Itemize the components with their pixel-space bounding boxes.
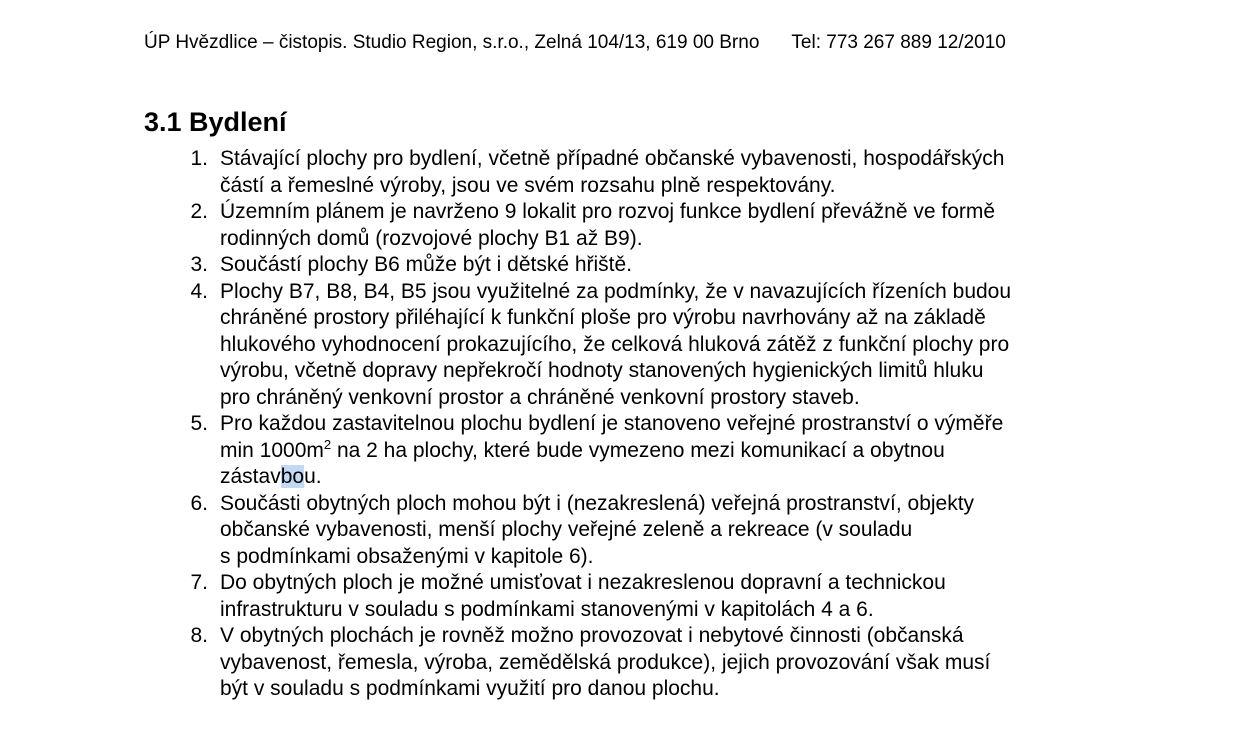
list-item-line: výrobu, včetně dopravy nepřekročí hodnoty stanovených hygienických limitů hluku: [220, 359, 984, 382]
list-item-line: Stávající plochy pro bydlení, včetně případné občanské vybavenosti, hospodářských: [220, 147, 1005, 170]
list-item-line: být v souladu s podmínkami využití pro danou plochu.: [220, 677, 720, 700]
page-header: [144, 31, 1006, 55]
list-item-number: 4.: [190, 279, 208, 303]
section-heading: 3.1 Bydlení: [144, 107, 287, 137]
list-item-line: pro chráněný venkovní prostor a chráněné venkovní prostory staveb.: [220, 385, 860, 409]
list-item-line: Součástí plochy B6 může být i dětské hřiště.: [220, 253, 633, 276]
header-right-text: Tel: 773 267 889 12/2010: [791, 32, 1006, 53]
list-item-line: infrastrukturu v souladu s podmínkami stanovenými v kapitolách 4 a 6.: [220, 597, 874, 621]
list-item: [180, 199, 1100, 252]
list-item: [180, 411, 1100, 491]
numbered-list: [180, 146, 1100, 703]
list-item-number: 5.: [190, 412, 208, 435]
superscript: 2: [323, 436, 332, 452]
list-item-line: částí a řemeslné výroby, jsou ve svém rozsahu plně respektovány.: [220, 173, 836, 197]
list-item-line: rodinných domů (rozvojové plochy B1 až B9).: [220, 226, 643, 250]
text-selection-highlight[interactable]: bo: [280, 465, 305, 488]
list-item-line: [220, 438, 1100, 465]
list-item: [180, 623, 1100, 703]
list-item-line: vybavenost, řemesla, výroba, zemědělská produkce), jejich provozování však musí: [220, 650, 991, 674]
list-item: [180, 279, 1100, 412]
list-item-line: Pro každou zastavitelnou plochu bydlení je stanoveno veřejné prostranství o výměře: [220, 412, 1004, 435]
text-run: zástav: [220, 465, 281, 488]
list-item-number: 8.: [190, 624, 208, 647]
list-item-number: 7.: [190, 571, 208, 594]
list-item-line: Plochy B7, B8, B4, B5 jsou využitelné za podmínky, že v navazujících řízeních budou: [220, 279, 1012, 303]
list-item: [180, 252, 1100, 279]
list-item: [180, 146, 1100, 199]
list-item-line: Součásti obytných ploch mohou být i (nezakreslená) veřejná prostranství, objekty: [220, 491, 975, 515]
list-item-line: Do obytných ploch je možné umisťovat i nezakreslenou dopravní a technickou: [220, 571, 946, 594]
text-run: u.: [304, 465, 322, 488]
list-item-number: 3.: [190, 253, 208, 276]
list-item-number: 1.: [190, 147, 208, 170]
text-run: min 1000m: [220, 438, 324, 462]
list-item: [180, 491, 1100, 571]
header-left-text: ÚP Hvězdlice – čistopis. Studio Region, s.r.o., Zelná 104/13, 619 00 Brno: [144, 32, 760, 53]
list-item-number: 2.: [190, 200, 208, 223]
list-item-line: chráněné prostory přiléhající k funkční ploše pro výrobu navrhovány až na základě: [220, 306, 986, 329]
list-item-line: [220, 464, 1100, 491]
list-item-number: 6.: [190, 491, 208, 515]
list-item-line: hlukového vyhodnocení prokazujícího, že celková hluková zátěž z funkční plochy pro: [220, 332, 1010, 356]
list-item-line: Územním plánem je navrženo 9 lokalit pro rozvoj funkce bydlení převážně ve formě: [220, 200, 996, 223]
text-run: na 2 ha plochy, které bude vymezeno mezi komunikací a obytnou: [331, 438, 945, 462]
list-item: [180, 570, 1100, 623]
list-item-line: s podmínkami obsaženými v kapitole 6).: [220, 544, 594, 568]
list-item-line: V obytných plochách je rovněž možno provozovat i nebytové činnosti (občanská: [220, 624, 964, 647]
list-item-line: občanské vybavenosti, menší plochy veřejné zeleně a rekreace (v souladu: [220, 518, 913, 541]
